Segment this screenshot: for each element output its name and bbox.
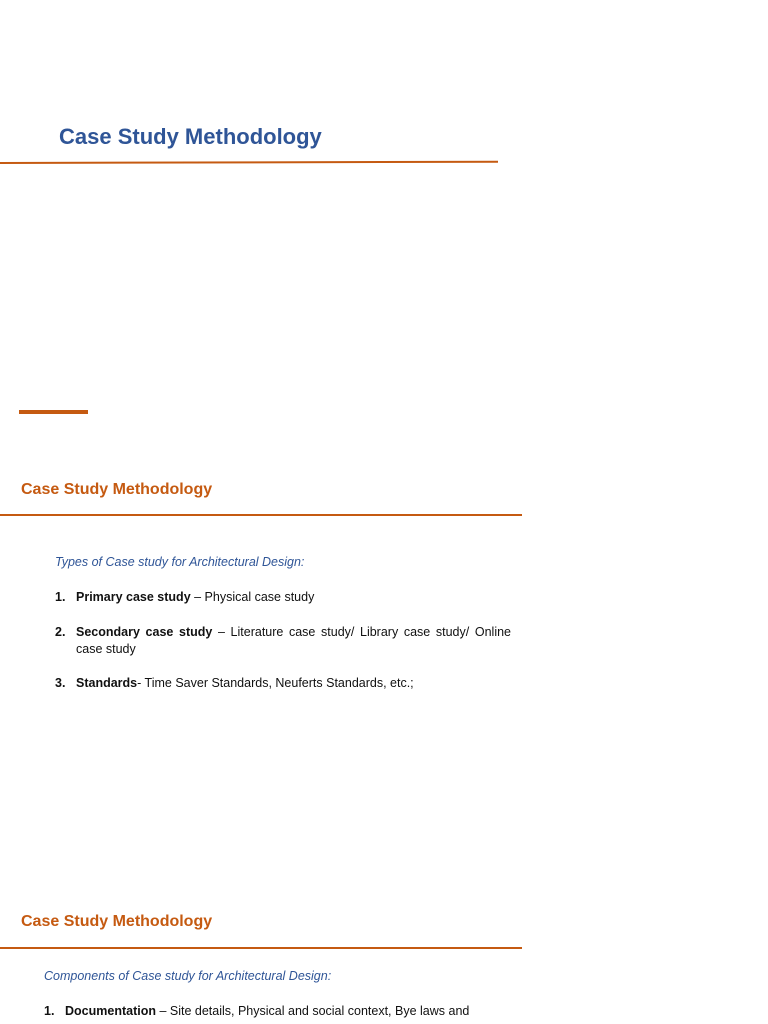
- list-item: [44, 1003, 500, 1020]
- slide-3: [0, 880, 768, 1024]
- accent-bar: [19, 410, 88, 414]
- slide-1-title: Case Study Methodology: [59, 124, 322, 149]
- list-item: [55, 675, 511, 692]
- title-underline: [0, 514, 522, 516]
- case-study-types-list: [55, 589, 511, 710]
- slide-3-subtitle: Components of Case study for Architectural Design:: [44, 969, 332, 983]
- list-item-number: 1.: [55, 590, 66, 604]
- title-underline: [0, 161, 498, 164]
- list-item-term: Documentation: [65, 1004, 156, 1018]
- list-item: [55, 589, 511, 606]
- list-item-term: Primary case study: [76, 590, 191, 604]
- list-item-number: 3.: [55, 676, 66, 690]
- title-underline: [0, 947, 522, 949]
- slide-2-title: Case Study Methodology: [21, 481, 213, 498]
- list-item: [55, 624, 511, 658]
- case-study-components-list: [44, 1003, 500, 1020]
- list-item-term: Standards: [76, 676, 138, 690]
- slide-2-subtitle: Types of Case study for Architectural Design:: [55, 555, 305, 569]
- list-item-number: 1.: [44, 1004, 55, 1018]
- list-item-number: 2.: [55, 625, 66, 639]
- list-item-description: – Literature case study/ Library case study/ Online case study: [76, 625, 511, 656]
- slide-2: [0, 380, 768, 820]
- slide-3-title: Case Study Methodology: [21, 913, 213, 930]
- list-item-description: - Time Saver Standards, Neuferts Standards, etc.;: [137, 676, 414, 690]
- list-item-description: – Site details, Physical and social context, Bye laws and: [155, 1004, 470, 1018]
- list-item-term: Secondary case study: [76, 625, 213, 639]
- slide-1: [0, 0, 768, 380]
- list-item-description: – Physical case study: [190, 590, 315, 604]
